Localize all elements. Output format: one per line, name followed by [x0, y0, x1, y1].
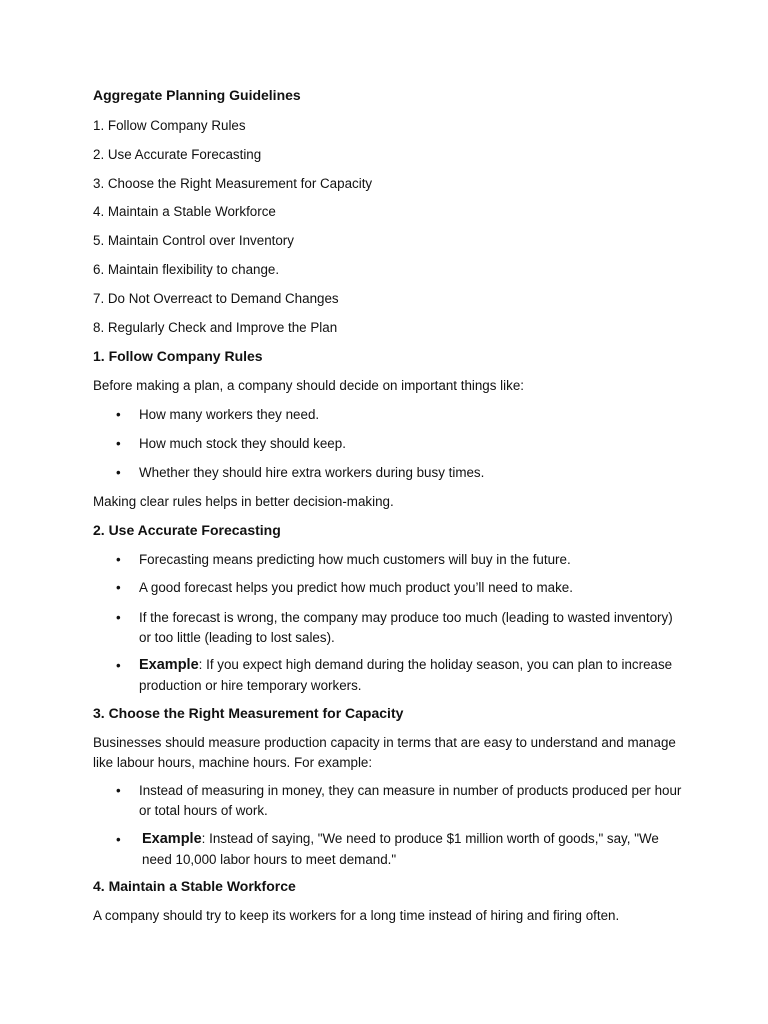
section-heading: 1. Follow Company Rules [93, 348, 263, 364]
list-item: If the forecast is wrong, the company may produce too much (leading to wasted inventory) or too little (leading to lost sales). [139, 610, 673, 645]
bullet-icon: • [116, 832, 121, 847]
summary-item: 6. Maintain flexibility to change. [93, 262, 280, 277]
summary-item: 5. Maintain Control over Inventory [93, 233, 294, 248]
summary-item: 3. Choose the Right Measurement for Capacity [93, 176, 373, 191]
example-text: : Instead of saying, "We need to produce $1 million worth of goods," say, "We need 10,000 labor hours to meet demand." [142, 831, 659, 867]
list-item: A good forecast helps you predict how much product you’ll need to make. [139, 580, 573, 595]
list-item: Instead of measuring in money, they can measure in number of products produced per hour or total hours of work. [139, 783, 682, 818]
list-item: Forecasting means predicting how much customers will buy in the future. [139, 552, 571, 567]
list-item: How much stock they should keep. [139, 436, 346, 451]
document-title: Aggregate Planning Guidelines [93, 87, 301, 103]
section-heading: 3. Choose the Right Measurement for Capacity [93, 705, 404, 721]
bullet-icon: • [116, 610, 121, 625]
summary-item: 8. Regularly Check and Improve the Plan [93, 320, 338, 335]
paragraph: Businesses should measure production capacity in terms that are easy to understand and manage like labour hours, machine hours. For example: [93, 735, 676, 770]
list-item: How many workers they need. [139, 407, 320, 422]
example-label: Example [139, 657, 199, 673]
bullet-icon: • [116, 407, 121, 422]
list-item: Whether they should hire extra workers during busy times. [139, 465, 485, 480]
paragraph: Making clear rules helps in better decision-making. [93, 494, 394, 509]
summary-item: 4. Maintain a Stable Workforce [93, 204, 276, 219]
example-item [139, 655, 684, 695]
example-item [142, 829, 687, 869]
summary-item: 2. Use Accurate Forecasting [93, 147, 262, 162]
example-text: : If you expect high demand during the holiday season, you can plan to increase production or hire temporary workers. [139, 657, 673, 693]
summary-item: 7. Do Not Overreact to Demand Changes [93, 291, 339, 306]
bullet-icon: • [116, 465, 121, 480]
section-heading: 4. Maintain a Stable Workforce [93, 878, 296, 894]
bullet-icon: • [116, 580, 121, 595]
example-label: Example [142, 831, 202, 847]
bullet-icon: • [116, 552, 121, 567]
paragraph: Before making a plan, a company should decide on important things like: [93, 378, 524, 393]
paragraph: A company should try to keep its workers for a long time instead of hiring and firing often. [93, 908, 620, 923]
bullet-icon: • [116, 436, 121, 451]
section-heading: 2. Use Accurate Forecasting [93, 522, 281, 538]
bullet-icon: • [116, 658, 121, 673]
summary-item: 1. Follow Company Rules [93, 118, 246, 133]
bullet-icon: • [116, 783, 121, 798]
